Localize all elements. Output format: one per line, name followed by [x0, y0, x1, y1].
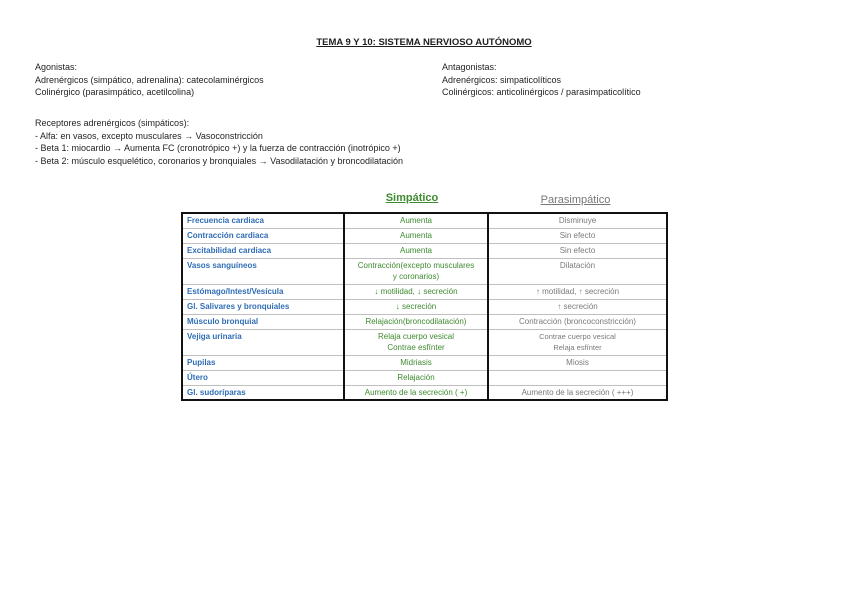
table-row: [182, 243, 667, 258]
organ-cell: Gl. sudoríparas: [182, 385, 344, 400]
table-row: [182, 213, 667, 228]
antagonistas-section: [442, 61, 822, 99]
parasimpatico-effect: Relaja esfínter: [553, 342, 602, 352]
table-row: [182, 228, 667, 243]
table-row: [182, 258, 667, 284]
agonistas-section: [35, 61, 425, 99]
simpatico-cell: [344, 314, 488, 329]
organ-cell: Excitabilidad cardiaca: [182, 243, 344, 258]
agonistas-line: Adrenérgicos (simpático, adrenalina): catecolaminérgicos: [35, 74, 264, 85]
parasimpatico-cell: [488, 299, 667, 314]
simpatico-cell: [344, 370, 488, 385]
simpatico-effect: Aumenta: [399, 245, 433, 255]
simpatico-cell: [344, 228, 488, 243]
agonistas-line: Colinérgico (parasimpático, acetilcolina): [35, 87, 195, 97]
simpatico-cell: [344, 299, 488, 314]
simpatico-cell: [344, 243, 488, 258]
parasimpatico-effect: ↑ motilidad, ↑ secreción: [535, 286, 620, 296]
parasimpatico-cell: [488, 213, 667, 228]
parasimpatico-effect: Sin efecto: [559, 245, 596, 255]
table-row: [182, 355, 667, 370]
simpatico-effect: Relajación(broncodilatación): [365, 316, 467, 326]
page-title: TEMA 9 Y 10: SISTEMA NERVIOSO AUTÓNOMO: [316, 37, 532, 48]
parasimpatico-effect: ↑ secreción: [557, 301, 598, 311]
parasimpatico-cell: [488, 370, 667, 385]
antagonistas-line: Adrenérgicos: simpaticolíticos: [442, 74, 562, 85]
simpatico-cell: [344, 284, 488, 299]
organ-cell: Estómago/Intest/Vesícula: [182, 284, 344, 299]
organ-cell: Gl. Salivares y bronquiales: [182, 299, 344, 314]
simpatico-effect: Contracción(excepto musculares: [357, 260, 475, 270]
simpatico-effect: Relaja cuerpo vesical: [377, 331, 455, 341]
table-header: [181, 188, 668, 212]
simpatico-effect: Aumento de la secreción ( +): [364, 387, 468, 397]
table-row: [182, 385, 667, 400]
comparison-table: [181, 188, 668, 401]
receptor-alfa: - Alfa: en vasos, excepto musculares → Vasoconstricción: [35, 130, 263, 141]
parasimpatico-cell: [488, 284, 667, 299]
simpatico-effect: Relajación: [397, 372, 435, 382]
parasimpatico-cell: [488, 355, 667, 370]
simpatico-effect: Aumenta: [399, 216, 433, 225]
simpatico-effect: ↓ secreción: [395, 301, 437, 311]
parasimpatico-cell: [488, 243, 667, 258]
simpatico-effect: Midriasis: [400, 357, 432, 367]
parasimpatico-cell: [488, 329, 667, 355]
simpatico-cell: [344, 213, 488, 228]
table-row: [182, 370, 667, 385]
parasimpatico-cell: [488, 385, 667, 400]
receptores-section: [35, 117, 635, 167]
receptor-beta1: - Beta 1: miocardio → Aumenta FC (cronotrópico +) y la fuerza de contracción (inotrópico +): [35, 143, 401, 153]
organ-cell: Útero: [182, 370, 344, 385]
table-row: [182, 314, 667, 329]
agonistas-heading: Agonistas:: [35, 62, 78, 72]
simpatico-effect: ↓ motilidad, ↓ secreción: [374, 286, 458, 296]
table-row: [182, 299, 667, 314]
antagonistas-heading: Antagonistas:: [442, 62, 497, 72]
simpatico-effect: Contrae esfínter: [387, 342, 445, 352]
table-row: [182, 329, 667, 355]
table-body: [182, 213, 667, 400]
organ-cell: Contracción cardiaca: [182, 228, 344, 243]
header-simpatico: Simpático: [385, 192, 439, 204]
simpatico-cell: [344, 385, 488, 400]
organ-cell: Frecuencia cardiaca: [182, 213, 344, 228]
receptor-beta2: - Beta 2: músculo esquelético, coronarios y bronquiales → Vasodilatación y broncodilatación: [35, 155, 404, 166]
organ-cell: Vejiga urinaria: [182, 329, 344, 355]
parasimpatico-effect: Disminuye: [558, 216, 597, 225]
organ-cell: Vasos sanguíneos: [182, 258, 344, 284]
simpatico-cell: [344, 258, 488, 284]
parasimpatico-effect: Contracción (broncoconstricción): [519, 316, 636, 326]
simpatico-cell: [344, 355, 488, 370]
parasimpatico-cell: [488, 314, 667, 329]
organ-cell: Pupilas: [182, 355, 344, 370]
receptores-heading: Receptores adrenérgicos (simpáticos):: [35, 118, 190, 128]
parasimpatico-effect: Dilatación: [559, 260, 596, 270]
organ-cell: Músculo bronquial: [182, 314, 344, 329]
parasimpatico-effect: Aumento de la secreción ( +++): [521, 387, 634, 397]
parasimpatico-cell: [488, 228, 667, 243]
simpatico-cell: [344, 329, 488, 355]
parasimpatico-effect: Miosis: [566, 357, 589, 367]
table-row: [182, 284, 667, 299]
header-parasimpatico: Parasimpático: [540, 194, 611, 206]
simpatico-effect: Aumenta: [399, 230, 433, 240]
antagonistas-line: Colinérgicos: anticolinérgicos / parasimpaticolítico: [442, 87, 641, 97]
simpatico-effect: y coronarios): [392, 271, 440, 281]
parasimpatico-effect: Contrae cuerpo vesical: [539, 331, 616, 341]
parasimpatico-cell: [488, 258, 667, 284]
parasimpatico-effect: Sin efecto: [559, 230, 596, 240]
